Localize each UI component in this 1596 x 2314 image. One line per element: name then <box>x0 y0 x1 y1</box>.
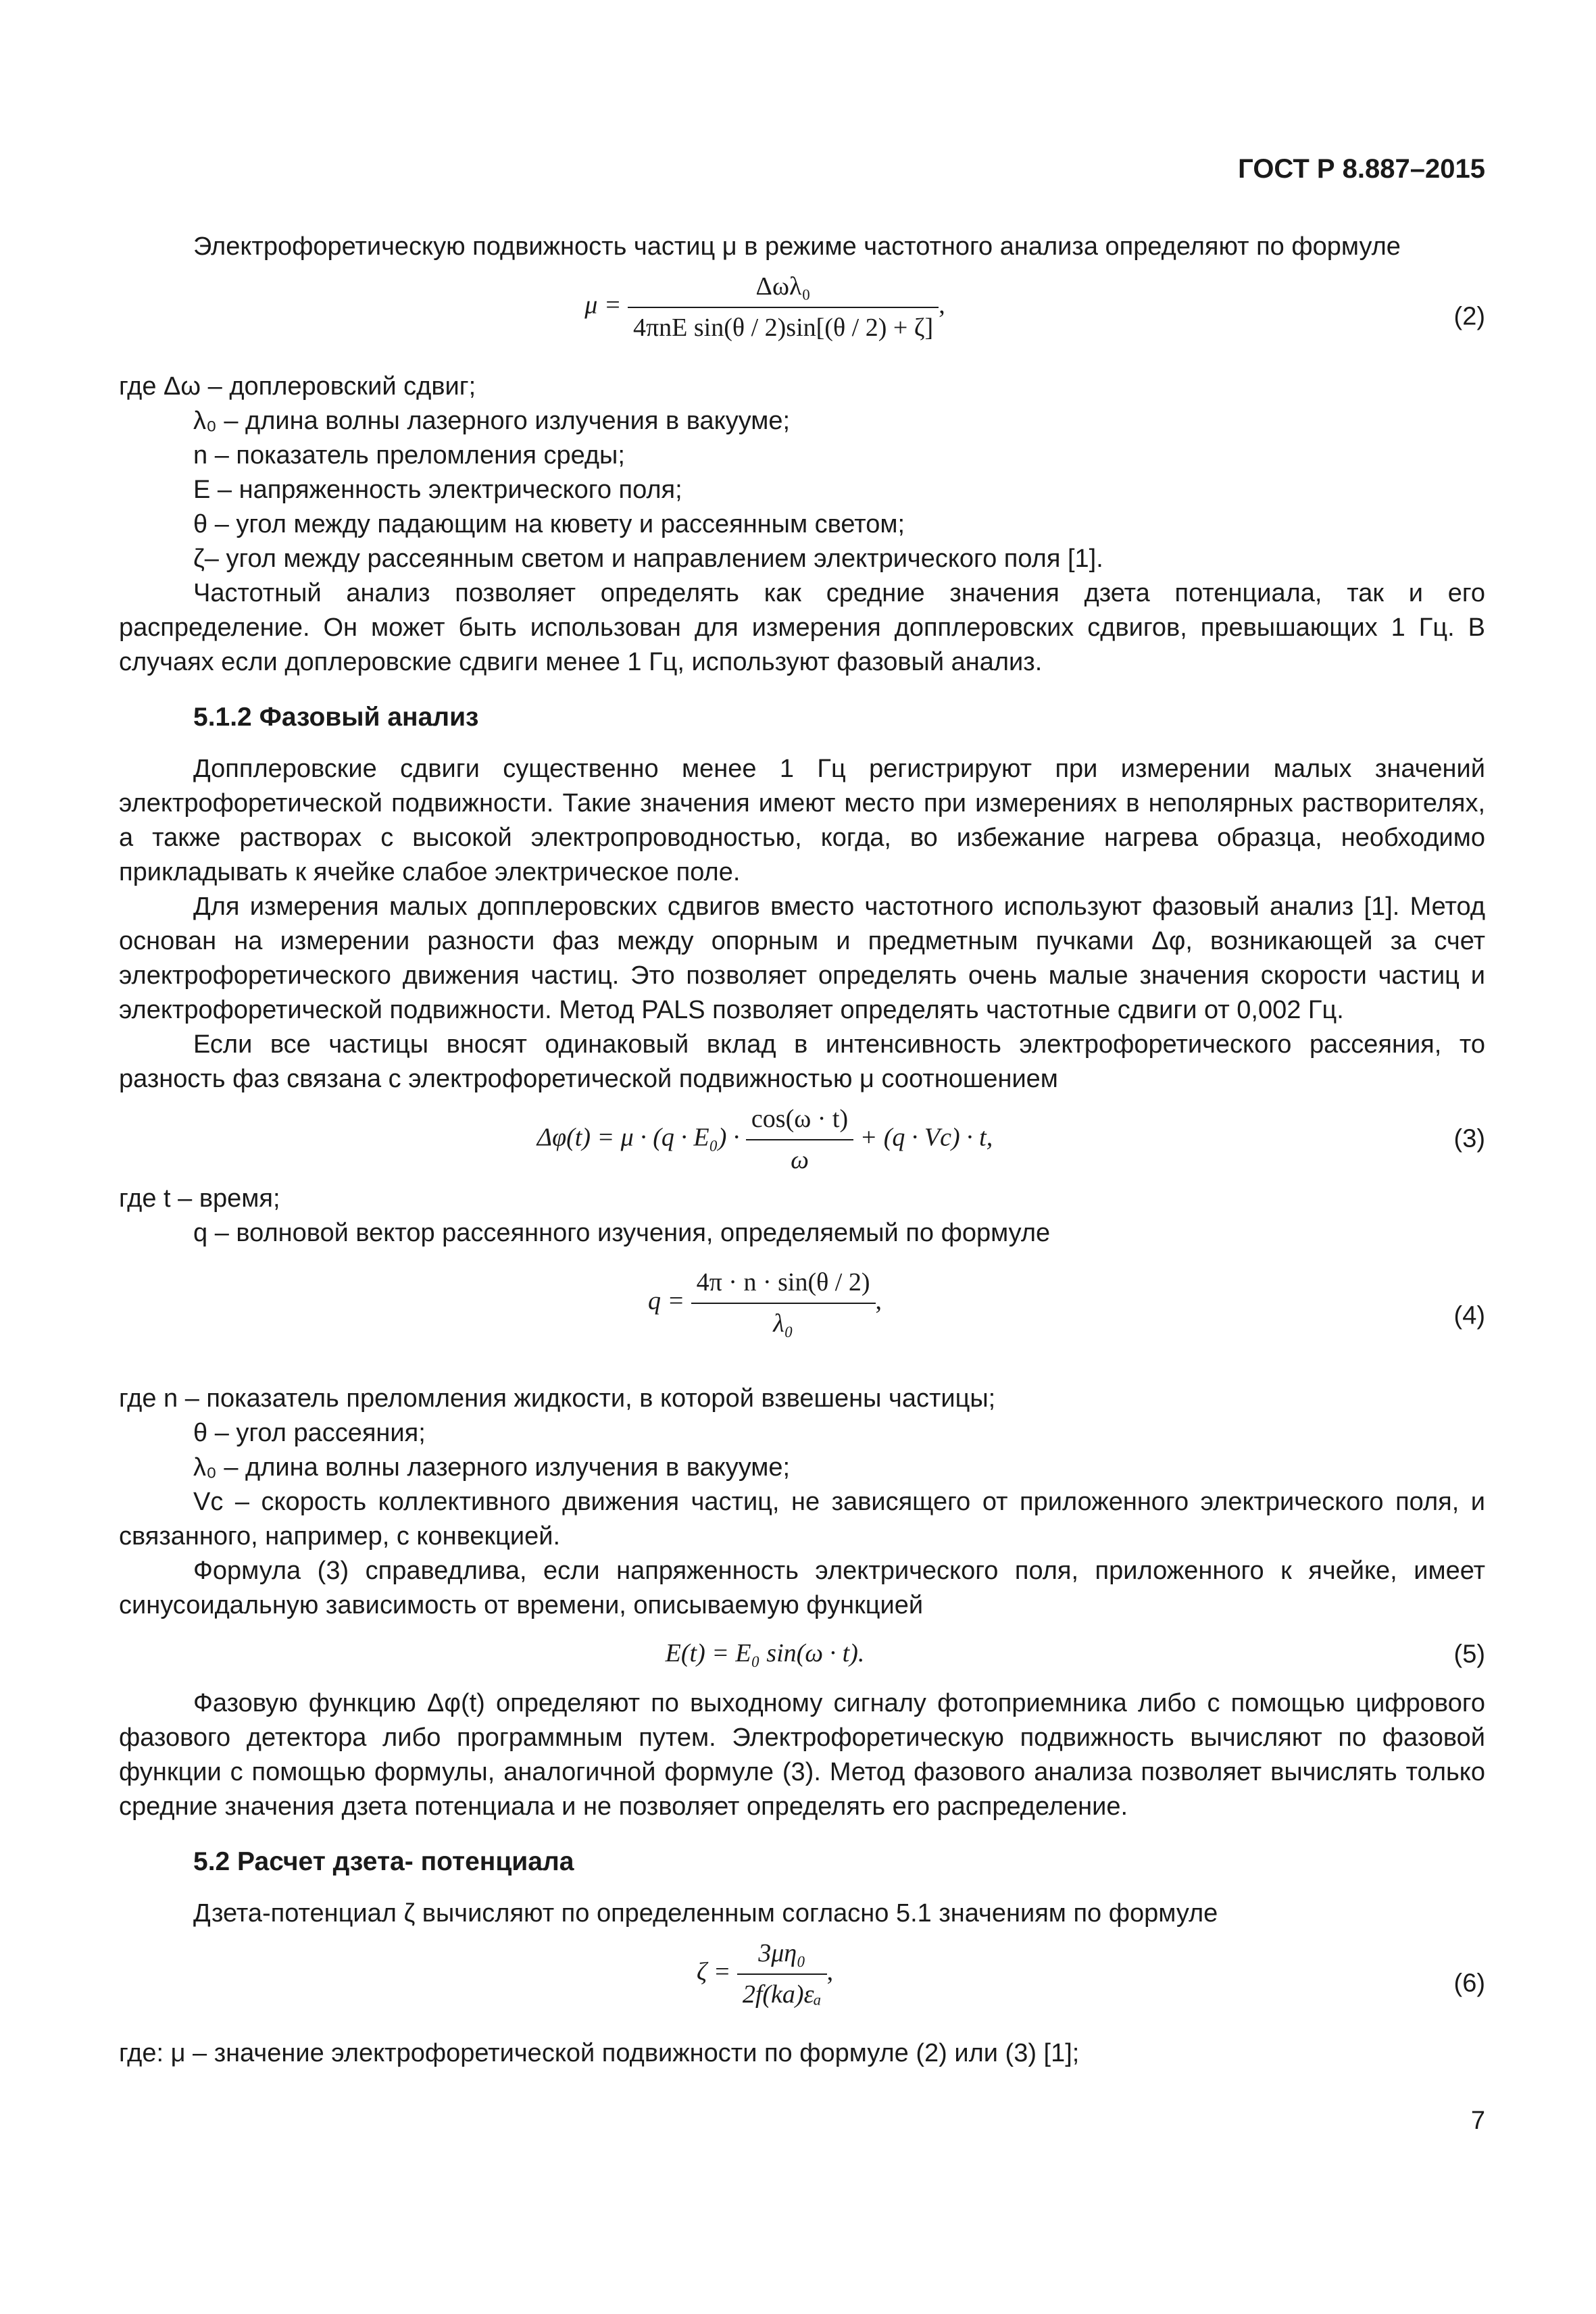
formula-4-lhs: q = <box>647 1286 685 1315</box>
paragraph-phase-function: Фазовую функцию Δφ(t) определяют по выходному сигналу фотоприемника либо с помощью цифрового фазового детектора либо программным путем. Электрофоретическую подвижность вычисляют по фазовой функции с помощью формулы, аналогичной формуле (3). Метод фазового анализа позволяет вычислять только средние значения дзета потенциала и не позволяет определять его распределение. <box>119 1689 1485 1821</box>
formula-2-tail: , <box>939 291 945 320</box>
formula-4-body <box>119 1265 1411 1341</box>
formula-3-denominator: ω <box>791 1146 809 1174</box>
formula-6-denominator: 2f(ka)εₐ <box>742 1980 822 2009</box>
section-heading-5-2: 5.2 Расчет дзета- потенциала <box>193 1847 574 1876</box>
formula-3-number: (3) <box>1453 1124 1485 1153</box>
definition-n-liquid: где n – показатель преломления жидкости, в которой взвешены частицы; <box>119 1384 996 1413</box>
formula-2-lhs: μ = <box>584 291 622 320</box>
definition-t: где t – время; <box>119 1184 280 1213</box>
paragraph-phase-3: Если все частицы вносят одинаковый вклад в интенсивность электрофоретического рассеяния, то разность фаз связана с электрофоретической подвижностью μ соотношением <box>119 1030 1485 1093</box>
formula-3-numerator: cos(ω · t) <box>746 1102 853 1140</box>
formula-4-tail: , <box>875 1286 882 1315</box>
definition-delta-omega: где Δω – доплеровский сдвиг; <box>119 372 476 401</box>
definition-n: n – показатель преломления среды; <box>193 441 625 470</box>
formula-3-fraction <box>746 1102 853 1178</box>
definition-lambda0-2: λ₀ – длина волны лазерного излучения в вакууме; <box>193 1453 791 1482</box>
formula-5 <box>119 1628 1485 1681</box>
formula-2 <box>119 270 1485 364</box>
formula-4-fraction <box>691 1265 876 1341</box>
formula-3-body <box>119 1102 1411 1178</box>
formula-3-rhs: + (q · Vc) · t, <box>859 1123 993 1152</box>
formula-4-numerator: 4π · n · sin(θ / 2) <box>691 1265 876 1304</box>
formula-4 <box>119 1256 1485 1376</box>
page-content <box>119 230 1485 2071</box>
definition-theta-scatter: θ – угол рассеяния; <box>193 1419 426 1447</box>
formula-5-body <box>119 1636 1411 1671</box>
formula-3-lhs: Δφ(t) = μ · (q · E₀) · <box>537 1123 740 1152</box>
formula-5-number: (5) <box>1453 1640 1485 1669</box>
paragraph-phase-1: Допплеровские сдвиги существенно менее 1 Гц регистрируют при измерении малых значений электрофоретической подвижности. Такие значения имеют место при измерениях в неполярных растворителях, а также растворах с высокой электропроводностью, когда, во избежание нагрева образца, необходимо прикладывать к ячейке слабое электрическое поле. <box>119 755 1485 886</box>
definition-q: q – волновой вектор рассеянного изучения, определяемый по формуле <box>193 1219 1051 1247</box>
definition-zeta: ζ– угол между рассеянным светом и направлением электрического поля [1]. <box>193 545 1103 573</box>
definition-lambda0: λ₀ – длина волны лазерного излучения в вакууме; <box>193 407 791 435</box>
definition-vc: Vc – скорость коллективного движения частиц, не зависящего от приложенного электрического поля, и связанного, например, с конвекцией. <box>119 1488 1485 1551</box>
formula-6-body <box>119 1936 1411 2012</box>
paragraph-frequency-analysis: Частотный анализ позволяет определять как средние значения дзета потенциала, так и его распределение. Он может быть использован для измерения допплеровских сдвигов, превышающих 1 Гц. В случаях если доплеровские сдвиги менее 1 Гц, используют фазовый анализ. <box>119 579 1485 676</box>
formula-2-body <box>119 270 1411 345</box>
formula-5-expression: E(t) = E₀ sin(ω · t). <box>665 1639 865 1667</box>
formula-3 <box>119 1102 1485 1176</box>
definition-mu: где: μ – значение электрофоретической подвижности по формуле (2) или (3) [1]; <box>119 2039 1080 2067</box>
definition-theta: θ – угол между падающим на кювету и рассеянным светом; <box>193 510 905 538</box>
formula-2-numerator: Δωλ₀ <box>628 270 939 308</box>
page-number: 7 <box>1470 2107 1485 2135</box>
formula-6-fraction <box>737 1936 827 2012</box>
section-heading-5-1-2: 5.1.2 Фазовый анализ <box>193 703 479 732</box>
formula-2-fraction <box>628 270 939 345</box>
definition-e: E – напряженность электрического поля; <box>193 476 682 504</box>
document-code: ГОСТ Р 8.887–2015 <box>1238 154 1485 184</box>
formula-6-tail: , <box>826 1957 834 1986</box>
formula-4-denominator: λ₀ <box>773 1309 793 1338</box>
formula-6-lhs: ζ = <box>696 1957 731 1986</box>
formula-6-number: (6) <box>1453 1969 1485 1998</box>
paragraph-formula-3-validity: Формула (3) справедлива, если напряженность электрического поля, приложенного к ячейке, имеет синусоидальную зависимость от времени, описываемую функцией <box>119 1557 1485 1619</box>
formula-6 <box>119 1936 1485 2031</box>
formula-2-denominator: 4πnE sin(θ / 2)sin[(θ / 2) + ζ] <box>633 313 934 342</box>
formula-4-number: (4) <box>1453 1301 1485 1330</box>
paragraph-intro: Электрофоретическую подвижность частиц μ в режиме частотного анализа определяют по формуле <box>193 232 1401 261</box>
paragraph-zeta: Дзета-потенциал ζ вычисляют по определенным согласно 5.1 значениям по формуле <box>193 1899 1218 1928</box>
formula-6-numerator: 3μη₀ <box>737 1936 827 1975</box>
formula-2-number: (2) <box>1453 302 1485 331</box>
paragraph-phase-2: Для измерения малых допплеровских сдвигов вместо частотного используют фазовый анализ [1]. Метод основан на измерении разности фаз между опорным и предметным пучками Δφ, возникающей за счет электрофоретического движения частиц. Это позволяет определять очень малые значения скорости частиц и электрофоретической подвижности. Метод PALS позволяет определять частотные сдвиги от 0,002 Гц. <box>119 892 1485 1024</box>
